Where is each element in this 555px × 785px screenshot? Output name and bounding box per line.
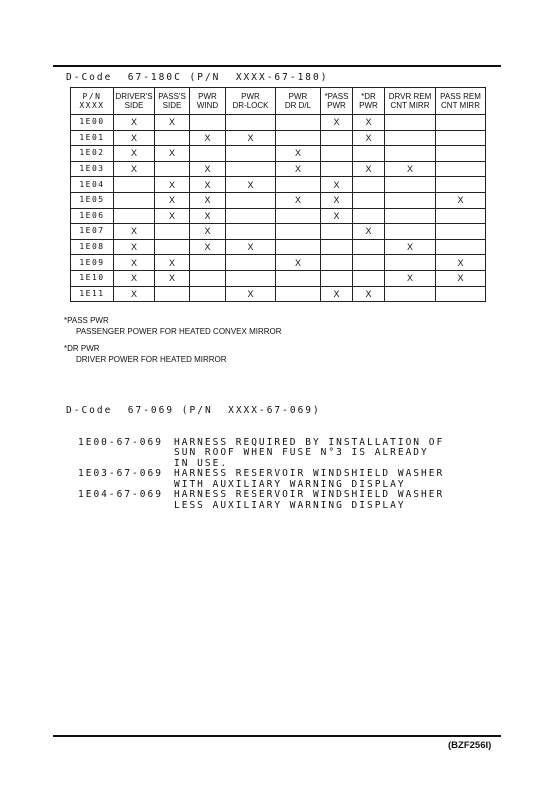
option-cell: X bbox=[155, 192, 190, 208]
d-code-table bbox=[70, 87, 486, 302]
option-cell bbox=[321, 270, 353, 286]
option-cell: X bbox=[226, 130, 276, 146]
option-cell: X bbox=[276, 161, 321, 177]
note-term: *DR PWR bbox=[64, 344, 100, 353]
harness-description: HARNESS RESERVOIR WINDSHIELD WASHER bbox=[174, 468, 445, 479]
column-header bbox=[276, 88, 321, 115]
option-cell: X bbox=[353, 130, 385, 146]
part-number-cell: 1E07 bbox=[71, 224, 114, 240]
harness-description: HARNESS RESERVOIR WINDSHIELD WASHER bbox=[174, 489, 445, 500]
harness-entry-line bbox=[66, 448, 444, 459]
option-cell: X bbox=[114, 115, 155, 131]
option-cell bbox=[353, 270, 385, 286]
harness-description: HARNESS REQUIRED BY INSTALLATION OF bbox=[174, 436, 445, 448]
option-cell: X bbox=[155, 208, 190, 224]
table-row bbox=[71, 115, 486, 131]
option-cell bbox=[436, 224, 486, 240]
option-cell bbox=[321, 161, 353, 177]
option-cell bbox=[226, 224, 276, 240]
option-cell: X bbox=[114, 130, 155, 146]
option-cell bbox=[436, 177, 486, 193]
option-cell bbox=[276, 115, 321, 131]
table-heading: D-Code 67-180C (P/N XXXX-67-180) bbox=[66, 72, 329, 83]
option-cell: X bbox=[190, 224, 226, 240]
harness-entries bbox=[66, 438, 444, 512]
note-description: DRIVER POWER FOR HEATED MIRROR bbox=[76, 355, 227, 364]
column-header-line: PWR bbox=[198, 92, 217, 101]
bottom-rule bbox=[53, 735, 501, 737]
option-cell bbox=[353, 177, 385, 193]
figure-id: (BZF256I) bbox=[448, 740, 492, 751]
option-cell bbox=[385, 255, 436, 271]
column-header-line: DRIVER'S bbox=[115, 92, 153, 101]
part-number-cell: 1E00 bbox=[71, 115, 114, 131]
option-cell bbox=[155, 239, 190, 255]
table-header bbox=[71, 88, 486, 115]
option-cell bbox=[321, 146, 353, 162]
option-cell bbox=[226, 115, 276, 131]
option-cell bbox=[226, 270, 276, 286]
option-cell: X bbox=[353, 115, 385, 131]
table-row bbox=[71, 255, 486, 271]
option-cell bbox=[190, 255, 226, 271]
column-header-line: DRVR REM bbox=[388, 92, 432, 101]
column-header-line: PWR bbox=[288, 92, 308, 101]
harness-code bbox=[66, 501, 174, 512]
option-cell: X bbox=[436, 255, 486, 271]
column-header-line: WIND bbox=[196, 101, 219, 110]
column-header bbox=[226, 88, 276, 115]
column-header bbox=[385, 88, 436, 115]
option-cell bbox=[353, 146, 385, 162]
option-cell bbox=[385, 177, 436, 193]
part-number-cell: 1E10 bbox=[71, 270, 114, 286]
option-cell: X bbox=[353, 161, 385, 177]
table-row bbox=[71, 161, 486, 177]
note-description: PASSENGER POWER FOR HEATED CONVEX MIRROR bbox=[76, 327, 282, 336]
option-cell bbox=[321, 255, 353, 271]
option-cell bbox=[114, 208, 155, 224]
option-cell: X bbox=[436, 270, 486, 286]
harness-code: 1E00-67-069 bbox=[78, 436, 163, 448]
part-number-cell: 1E11 bbox=[71, 286, 114, 302]
column-header-line: XXXX bbox=[79, 101, 105, 110]
option-cell bbox=[226, 255, 276, 271]
option-cell bbox=[276, 286, 321, 302]
column-header-line: PWR bbox=[241, 92, 260, 101]
option-cell bbox=[276, 177, 321, 193]
note-dr-pwr bbox=[64, 343, 227, 365]
option-cell bbox=[276, 130, 321, 146]
option-cell bbox=[353, 239, 385, 255]
option-cell bbox=[353, 255, 385, 271]
column-header-line: *DR bbox=[361, 92, 376, 101]
option-cell bbox=[385, 115, 436, 131]
option-cell: X bbox=[190, 192, 226, 208]
option-cell: X bbox=[155, 115, 190, 131]
option-cell bbox=[190, 146, 226, 162]
table-row bbox=[71, 130, 486, 146]
harness-code bbox=[66, 448, 174, 459]
option-cell: X bbox=[114, 255, 155, 271]
option-cell: X bbox=[276, 146, 321, 162]
harness-code: 1E04-67-069 bbox=[78, 489, 163, 500]
table-body bbox=[71, 115, 486, 302]
option-cell: X bbox=[321, 208, 353, 224]
option-cell: X bbox=[276, 192, 321, 208]
part-number-cell: 1E09 bbox=[71, 255, 114, 271]
column-header bbox=[114, 88, 155, 115]
harness-entry-line bbox=[66, 490, 444, 501]
column-header bbox=[190, 88, 226, 115]
option-cell bbox=[436, 239, 486, 255]
column-header bbox=[155, 88, 190, 115]
option-cell: X bbox=[190, 130, 226, 146]
option-cell: X bbox=[155, 255, 190, 271]
column-header-line: PWR bbox=[327, 101, 346, 110]
option-cell: X bbox=[321, 177, 353, 193]
option-cell bbox=[190, 115, 226, 131]
option-cell bbox=[385, 192, 436, 208]
option-cell bbox=[276, 224, 321, 240]
option-cell bbox=[385, 286, 436, 302]
option-cell: X bbox=[114, 239, 155, 255]
option-cell bbox=[114, 177, 155, 193]
option-cell bbox=[436, 130, 486, 146]
table-row bbox=[71, 208, 486, 224]
column-header bbox=[71, 88, 114, 115]
option-cell bbox=[436, 286, 486, 302]
option-cell bbox=[155, 130, 190, 146]
option-cell: X bbox=[226, 177, 276, 193]
option-cell bbox=[385, 146, 436, 162]
option-cell bbox=[321, 130, 353, 146]
column-header-line: *PASS bbox=[324, 92, 349, 101]
option-cell: X bbox=[114, 161, 155, 177]
option-cell bbox=[226, 161, 276, 177]
section-heading: D-Code 67-069 (P/N XXXX-67-069) bbox=[66, 405, 321, 416]
option-cell bbox=[155, 161, 190, 177]
column-header bbox=[321, 88, 353, 115]
option-cell bbox=[190, 270, 226, 286]
column-header bbox=[353, 88, 385, 115]
column-header-line: PASS REM bbox=[440, 92, 481, 101]
option-cell: X bbox=[276, 255, 321, 271]
harness-description: SUN ROOF WHEN FUSE N°3 IS ALREADY bbox=[174, 447, 429, 458]
part-number-cell: 1E04 bbox=[71, 177, 114, 193]
column-header-line: CNT MIRR bbox=[441, 101, 480, 110]
harness-section bbox=[66, 385, 444, 522]
harness-description: LESS AUXILIARY WARNING DISPLAY bbox=[174, 499, 406, 511]
harness-description: IN USE. bbox=[174, 457, 229, 469]
top-rule bbox=[53, 65, 501, 67]
column-header-line: SIDE bbox=[162, 101, 182, 110]
column-header-line: DR D/L bbox=[284, 101, 312, 110]
table-row bbox=[71, 270, 486, 286]
option-cell: X bbox=[190, 161, 226, 177]
option-cell bbox=[155, 224, 190, 240]
option-cell bbox=[436, 146, 486, 162]
option-cell: X bbox=[114, 286, 155, 302]
option-cell: X bbox=[321, 192, 353, 208]
option-cell bbox=[226, 146, 276, 162]
option-cell bbox=[226, 192, 276, 208]
column-header-line: CNT MIRR bbox=[390, 101, 430, 110]
note-term: *PASS PWR bbox=[64, 316, 109, 325]
column-header-line: SIDE bbox=[124, 101, 144, 110]
option-cell bbox=[155, 286, 190, 302]
option-cell: X bbox=[155, 177, 190, 193]
column-header-line: PWR bbox=[359, 101, 378, 110]
option-cell: X bbox=[155, 146, 190, 162]
option-cell bbox=[276, 208, 321, 224]
option-cell: X bbox=[114, 224, 155, 240]
column-header-line: DR-LOCK bbox=[232, 101, 269, 110]
header-row bbox=[71, 88, 486, 115]
table-row bbox=[71, 239, 486, 255]
option-cell bbox=[436, 161, 486, 177]
option-cell: X bbox=[226, 286, 276, 302]
option-cell bbox=[114, 192, 155, 208]
column-header-line: PASS'S bbox=[158, 92, 186, 101]
option-cell: X bbox=[114, 146, 155, 162]
harness-description: WITH AUXILIARY WARNING DISPLAY bbox=[174, 478, 406, 490]
option-cell: X bbox=[190, 239, 226, 255]
table-row bbox=[71, 286, 486, 302]
option-cell: X bbox=[190, 177, 226, 193]
option-cell bbox=[385, 130, 436, 146]
table-row bbox=[71, 224, 486, 240]
option-cell: X bbox=[321, 286, 353, 302]
part-number-cell: 1E01 bbox=[71, 130, 114, 146]
harness-code: 1E03-67-069 bbox=[78, 468, 163, 479]
option-cell bbox=[276, 270, 321, 286]
table-row bbox=[71, 146, 486, 162]
option-cell bbox=[321, 224, 353, 240]
part-number-cell: 1E06 bbox=[71, 208, 114, 224]
column-header bbox=[436, 88, 486, 115]
option-cell bbox=[436, 115, 486, 131]
option-cell: X bbox=[353, 224, 385, 240]
option-cell: X bbox=[321, 115, 353, 131]
part-number-cell: 1E02 bbox=[71, 146, 114, 162]
option-cell bbox=[385, 224, 436, 240]
table-row bbox=[71, 192, 486, 208]
option-cell bbox=[276, 239, 321, 255]
option-cell: X bbox=[114, 270, 155, 286]
option-cell bbox=[226, 208, 276, 224]
option-cell bbox=[190, 286, 226, 302]
note-pass-pwr bbox=[64, 315, 282, 337]
option-cell: X bbox=[385, 161, 436, 177]
table-row bbox=[71, 177, 486, 193]
part-number-cell: 1E05 bbox=[71, 192, 114, 208]
option-cell bbox=[321, 239, 353, 255]
column-header-line: P/N bbox=[82, 92, 102, 101]
option-cell bbox=[385, 208, 436, 224]
option-cell: X bbox=[385, 270, 436, 286]
option-cell: X bbox=[385, 239, 436, 255]
part-number-cell: 1E08 bbox=[71, 239, 114, 255]
harness-entry-line bbox=[66, 469, 444, 480]
option-cell: X bbox=[226, 239, 276, 255]
option-cell: X bbox=[436, 192, 486, 208]
option-cell: X bbox=[353, 286, 385, 302]
option-cell: X bbox=[155, 270, 190, 286]
option-cell bbox=[436, 208, 486, 224]
option-cell bbox=[353, 208, 385, 224]
option-cell bbox=[353, 192, 385, 208]
option-cell: X bbox=[190, 208, 226, 224]
harness-entry-line bbox=[66, 501, 444, 512]
part-number-cell: 1E03 bbox=[71, 161, 114, 177]
